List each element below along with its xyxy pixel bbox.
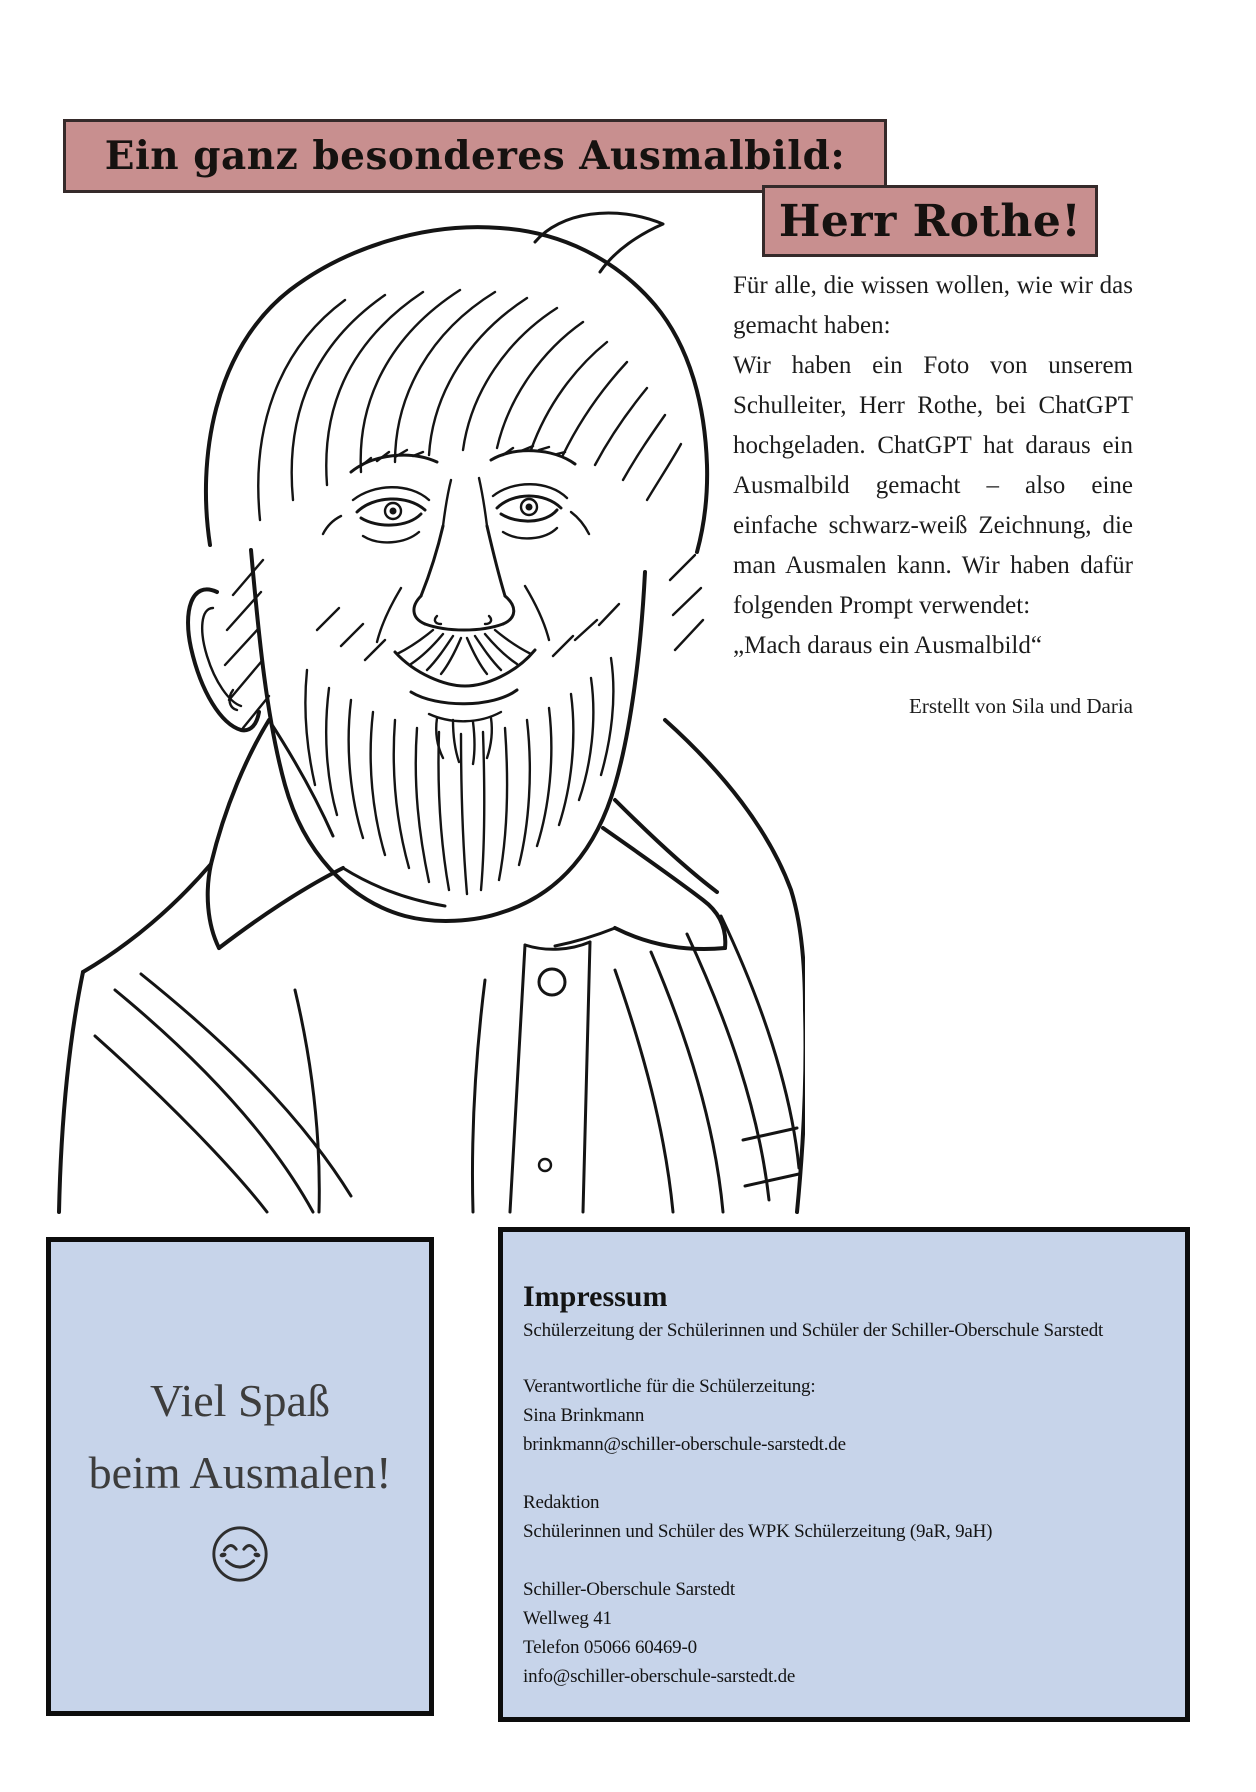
impressum-section bbox=[523, 1372, 1165, 1459]
headline-text: Ein ganz besonderes Ausmalbild: bbox=[104, 133, 846, 179]
article-paragraph: Für alle, die wissen wollen, wie wir das gemacht haben: bbox=[733, 272, 1133, 339]
article-paragraph: „Mach daraus ein Ausmalbild“ bbox=[733, 632, 1042, 659]
face bbox=[323, 446, 589, 642]
fun-box bbox=[46, 1237, 434, 1716]
impressum-title: Impressum bbox=[523, 1280, 668, 1313]
impressum-line: info@schiller-oberschule-sarstedt.de bbox=[523, 1666, 796, 1687]
fun-box-line1: Viel Spaß bbox=[150, 1374, 330, 1426]
impressum-line: Schülerinnen und Schüler des WPK Schülerzeitung (9aR, 9aH) bbox=[523, 1521, 993, 1542]
smiling-face-icon bbox=[209, 1523, 271, 1585]
article-column bbox=[733, 266, 1133, 719]
headline-banner bbox=[63, 119, 887, 193]
impressum-line: Schiller-Oberschule Sarstedt bbox=[523, 1579, 735, 1600]
article-credit: Erstellt von Sila und Daria bbox=[909, 694, 1133, 718]
hair bbox=[206, 213, 707, 728]
subheadline-text: Herr Rothe! bbox=[778, 195, 1082, 247]
impressum-line: Verantwortliche für die Schülerzeitung: bbox=[523, 1376, 816, 1397]
impressum-line: Redaktion bbox=[523, 1492, 600, 1513]
ear bbox=[188, 589, 259, 730]
article-text bbox=[733, 266, 1133, 666]
impressum-subtitle: Schülerzeitung der Schülerinnen und Schüler der Schiller-Oberschule Sarstedt bbox=[523, 1320, 1104, 1341]
portrait-illustration bbox=[55, 200, 805, 1220]
impressum-line: Telefon 05066 60469-0 bbox=[523, 1637, 697, 1658]
impressum-line: Sina Brinkmann bbox=[523, 1405, 645, 1426]
beard bbox=[251, 550, 645, 921]
article-paragraph: Wir haben ein Foto von unserem Schulleiter, Herr Rothe, bei ChatGPT hochgeladen. ChatGPT hat daraus ein Ausmalbild gemacht – also eine einfache schwarz-weiß Zeichnung, die man Ausmalen kann. Wir haben dafür folgenden Prompt verwendet: bbox=[733, 352, 1133, 619]
impressum-section bbox=[523, 1575, 1165, 1691]
impressum-line: Wellweg 41 bbox=[523, 1608, 612, 1629]
impressum-line: brinkmann@schiller-oberschule-sarstedt.de bbox=[523, 1434, 846, 1455]
impressum-box bbox=[498, 1227, 1190, 1722]
fun-box-line2: beim Ausmalen! bbox=[88, 1446, 392, 1498]
subheadline-banner bbox=[762, 185, 1098, 257]
impressum-section bbox=[523, 1488, 1165, 1546]
impressum-sections bbox=[523, 1372, 1165, 1691]
shirt bbox=[59, 720, 805, 1212]
